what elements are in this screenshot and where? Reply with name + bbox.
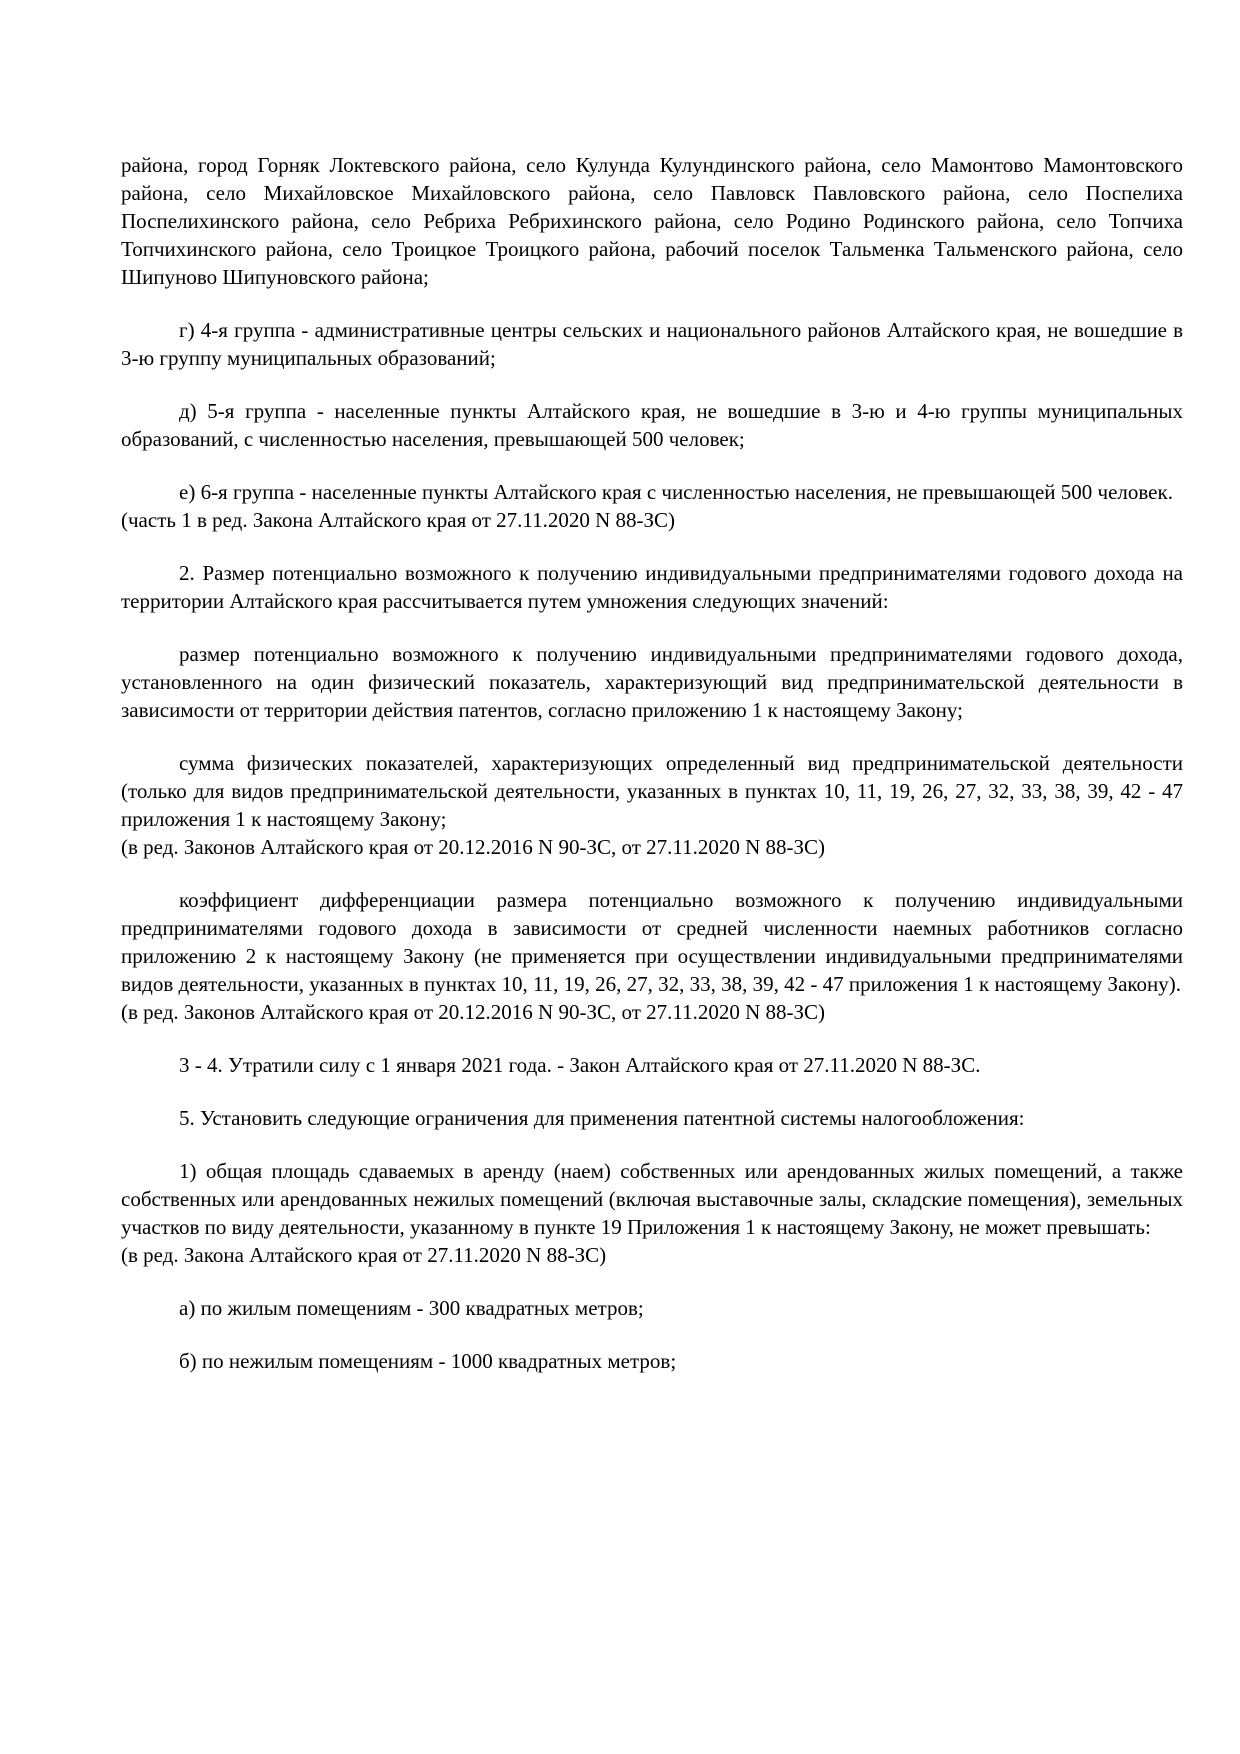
paragraph-text: е) 6-я группа - населенные пункты Алтайского края с численностью населения, не превышающей 500 человек. [179, 480, 1173, 504]
paragraph-subitem-1 [121, 1157, 1183, 1269]
paragraph-districts-continued [121, 151, 1183, 291]
paragraph-text: 2. Размер потенциально возможного к получению индивидуальными предпринимателями годового дохода на территории Алтайского края рассчитывается путем умножения следующих значений: [121, 561, 1183, 613]
paragraph-item-3-4 [121, 1051, 1183, 1079]
paragraph-income-size [121, 640, 1183, 724]
paragraph-item-5 [121, 1104, 1183, 1132]
paragraph-text: 1) общая площадь сдаваемых в аренду (наем) собственных или арендованных жилых помещений, а также собственных или арендованных нежилых помещений (включая выставочные залы, складские помещения), земельных участков по виду деятельности, указанному в пункте 19 Приложения 1 к настоящему Закону, не может превышать: [121, 1159, 1183, 1239]
paragraph-text: размер потенциально возможного к получению индивидуальными предпринимателями годового дохода, установленного на один физический показатель, характеризующий вид предпринимательской деятельности в зависимости от территории действия патентов, согласно приложению 1 к настоящему Закону; [121, 642, 1183, 722]
paragraph-text: района, город Горняк Локтевского района, село Кулунда Кулундинского района, село Мамонтово Мамонтовского района, село Михайловское Михайловского района, село Павловск Павловского района, село Поспелиха Поспелихинского района, село Ребриха Ребрихинского района, село Родино Родинского района, село Топчиха Топчихинского района, село Троицкое Троицкого района, рабочий поселок Тальменка Тальменского района, село Шипуново Шипуновского района; [121, 153, 1183, 289]
edition-note: (в ред. Закона Алтайского края от 27.11.2020 N 88-ЗС) [121, 1243, 607, 1267]
paragraph-subitem-a [121, 1294, 1183, 1322]
paragraph-group-4 [121, 316, 1183, 372]
paragraph-text: б) по нежилым помещениям - 1000 квадратных метров; [179, 1349, 677, 1373]
edition-note: (в ред. Законов Алтайского края от 20.12.2016 N 90-ЗС, от 27.11.2020 N 88-ЗС) [121, 1000, 826, 1024]
paragraph-group-6 [121, 478, 1183, 534]
paragraph-item-2 [121, 559, 1183, 615]
edition-note: (в ред. Законов Алтайского края от 20.12.2016 N 90-ЗС, от 27.11.2020 N 88-ЗС) [121, 835, 826, 859]
paragraph-text: а) по жилым помещениям - 300 квадратных метров; [179, 1296, 644, 1320]
paragraph-text: г) 4-я группа - административные центры сельских и национального районов Алтайского края, не вошедшие в 3-ю группу муниципальных образований; [121, 318, 1183, 370]
document-page [121, 151, 1183, 1400]
paragraph-coefficient [121, 886, 1183, 1026]
paragraph-text: коэффициент дифференциации размера потенциально возможного к получению индивидуальными предпринимателями годового дохода в зависимости от средней численности наемных работников согласно приложению 2 к настоящему Закону (не применяется при осуществлении индивидуальными предпринимателями видов деятельности, указанных в пунктах 10, 11, 19, 26, 27, 32, 33, 38, 39, 42 - 47 приложения 1 к настоящему Закону). [121, 888, 1183, 996]
paragraph-text: д) 5-я группа - населенные пункты Алтайского края, не вошедшие в 3-ю и 4-ю группы муниципальных образований, с численностью населения, превышающей 500 человек; [121, 399, 1183, 451]
paragraph-text: сумма физических показателей, характеризующих определенный вид предпринимательской деятельности (только для видов предпринимательской деятельности, указанных в пунктах 10, 11, 19, 26, 27, 32, 33, 38, 39, 42 - 47 приложения 1 к настоящему Закону; [121, 751, 1183, 831]
paragraph-group-5 [121, 397, 1183, 453]
paragraph-subitem-b [121, 1347, 1183, 1375]
edition-note: (часть 1 в ред. Закона Алтайского края от 27.11.2020 N 88-ЗС) [121, 508, 676, 532]
paragraph-text: 3 - 4. Утратили силу с 1 января 2021 года. - Закон Алтайского края от 27.11.2020 N 88-ЗС. [179, 1053, 981, 1077]
paragraph-physical-indicators [121, 749, 1183, 861]
paragraph-text: 5. Установить следующие ограничения для применения патентной системы налогообложения: [179, 1106, 1025, 1130]
